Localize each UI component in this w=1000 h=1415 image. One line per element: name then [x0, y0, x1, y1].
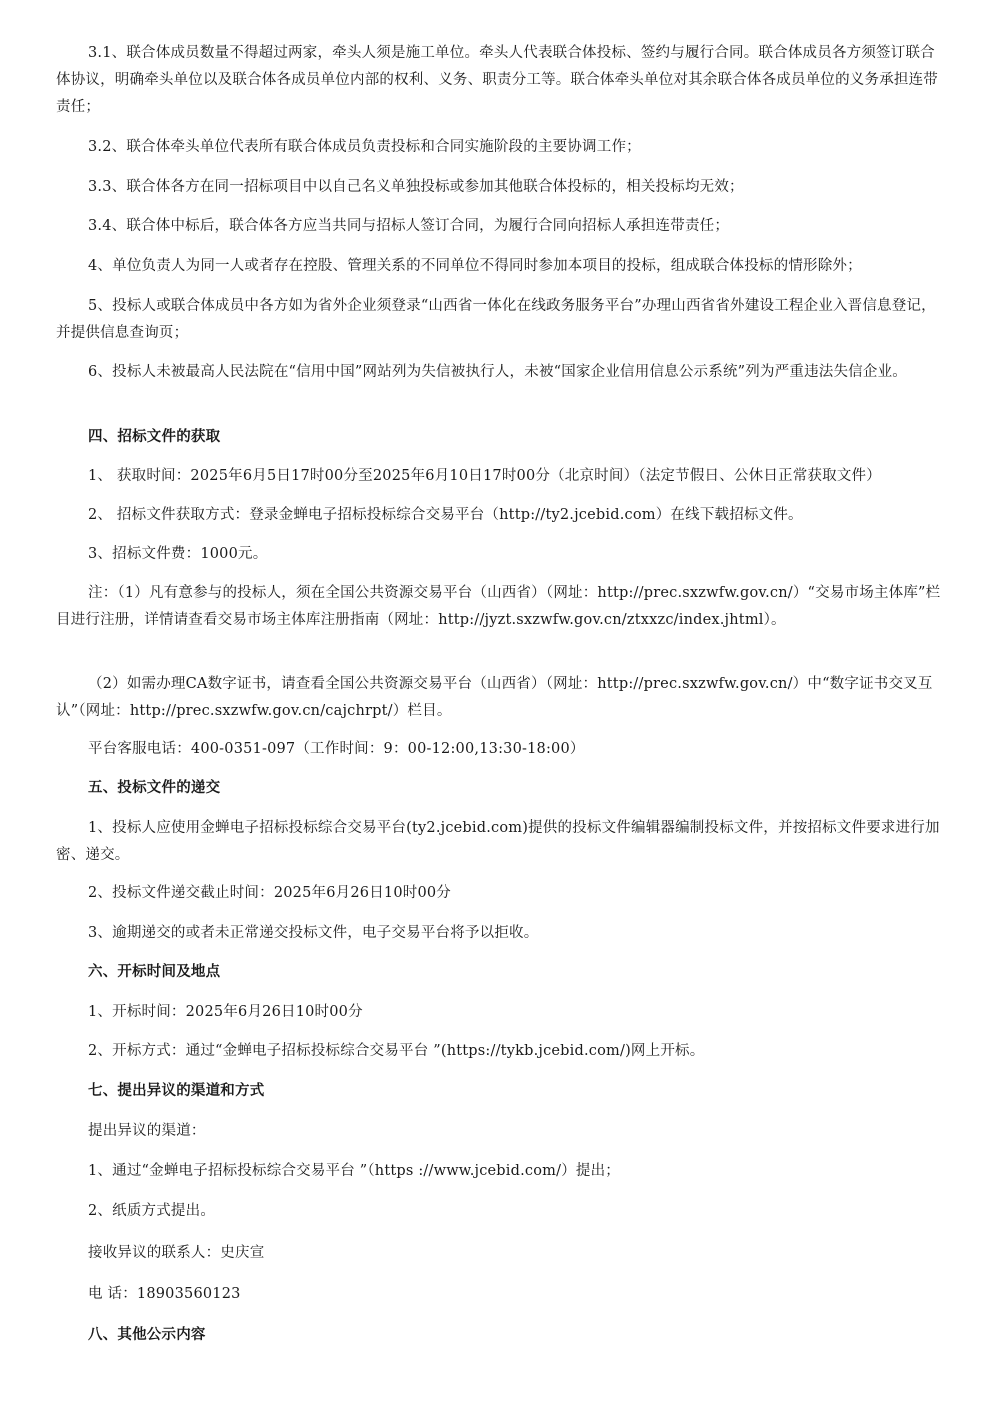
objection-channel-2: 2、纸质方式提出。	[88, 1203, 216, 1219]
section-heading-6: 六、开标时间及地点	[88, 964, 221, 980]
submit-clause-1: 1、投标人应使用金蝉电子招标投标综合交易平台(ty2.jcebid.com)提供的投标文件编辑器编制投标文件，并按招标文件要求进行加密、递交。	[56, 820, 940, 863]
submit-late: 3、逾期递交的或者未正常递交投标文件，电子交易平台将予以拒收。	[88, 925, 539, 941]
obtain-time: 1、 获取时间：2025年6月5日17时00分至2025年6月10日17时00分（北京时间）（法定节假日、公休日正常获取文件）	[88, 468, 881, 484]
clause-4: 4、单位负责人为同一人或者存在控股、管理关系的不同单位不得同时参加本项目的投标，组成联合体投标的情形除外；	[88, 258, 862, 274]
clause-5: 5、投标人或联合体成员中各方如为省外企业须登录“山西省一体化在线政务服务平台”办理山西省省外建设工程企业入晋信息登记，并提供信息查询页；	[56, 298, 936, 341]
note-2: （2）如需办理CA数字证书，请查看全国公共资源交易平台（山西省）（网址：http://prec.sxzwfw.gov.cn/）中“数字证书交叉互认”（网址：http://prec.sxzwfw.gov.cn/cajchrpt/）栏目。	[56, 676, 933, 719]
section-heading-8: 八、其他公示内容	[88, 1327, 206, 1343]
note-1: 注：（1）凡有意参与的投标人，须在全国公共资源交易平台（山西省）（网址：http://prec.sxzwfw.gov.cn/）“交易市场主体库”栏目进行注册，详情请查看交易市场主体库注册指南（网址：http://jyzt.sxzwfw.gov.cn/ztxxzc/index.jhtml）。	[56, 585, 941, 628]
objection-contact: 接收异议的联系人：史庆宣	[88, 1245, 265, 1261]
clause-3-3: 3.3、联合体各方在同一招标项目中以自己名义单独投标或参加其他联合体投标的，相关投标均无效；	[88, 179, 744, 195]
objection-channel-label: 提出异议的渠道：	[88, 1123, 206, 1139]
section-heading-5: 五、投标文件的递交	[88, 780, 221, 796]
service-phone: 平台客服电话：400-0351-097（工作时间：9：00-12:00,13:30-18:00）	[88, 741, 585, 757]
clause-6: 6、投标人未被最高人民法院在“信用中国”网站列为失信被执行人，未被“国家企业信用信息公示系统”列为严重违法失信企业。	[88, 364, 907, 380]
section-heading-7: 七、提出异议的渠道和方式	[88, 1083, 265, 1099]
clause-3-2: 3.2、联合体牵头单位代表所有联合体成员负责投标和合同实施阶段的主要协调工作；	[88, 139, 641, 155]
objection-channel-1: 1、通过“金蝉电子招标投标综合交易平台 ”（https ://www.jcebid.com/）提出；	[88, 1163, 621, 1179]
opening-time: 1、开标时间：2025年6月26日10时00分	[88, 1004, 363, 1020]
section-heading-4: 四、招标文件的获取	[88, 429, 221, 445]
document-fee: 3、招标文件费：1000元。	[88, 546, 268, 562]
opening-method: 2、开标方式：通过“金蝉电子招标投标综合交易平台 ”(https://tykb.jcebid.com/)网上开标。	[88, 1043, 705, 1059]
clause-3-1: 3.1、联合体成员数量不得超过两家，牵头人须是施工单位。牵头人代表联合体投标、签约与履行合同。联合体成员各方须签订联合体协议，明确牵头单位以及联合体各成员单位内部的权利、义务、职责分工等。联合体牵头单位对其余联合体各成员单位的义务承担连带责任；	[56, 45, 938, 115]
submit-deadline: 2、投标文件递交截止时间：2025年6月26日10时00分	[88, 885, 452, 901]
clause-3-4: 3.4、联合体中标后，联合体各方应当共同与招标人签订合同，为履行合同向招标人承担连带责任；	[88, 218, 730, 234]
objection-phone: 电 话：18903560123	[88, 1286, 241, 1302]
obtain-method: 2、 招标文件获取方式：登录金蝉电子招标投标综合交易平台（http://ty2.jcebid.com）在线下载招标文件。	[88, 507, 803, 523]
